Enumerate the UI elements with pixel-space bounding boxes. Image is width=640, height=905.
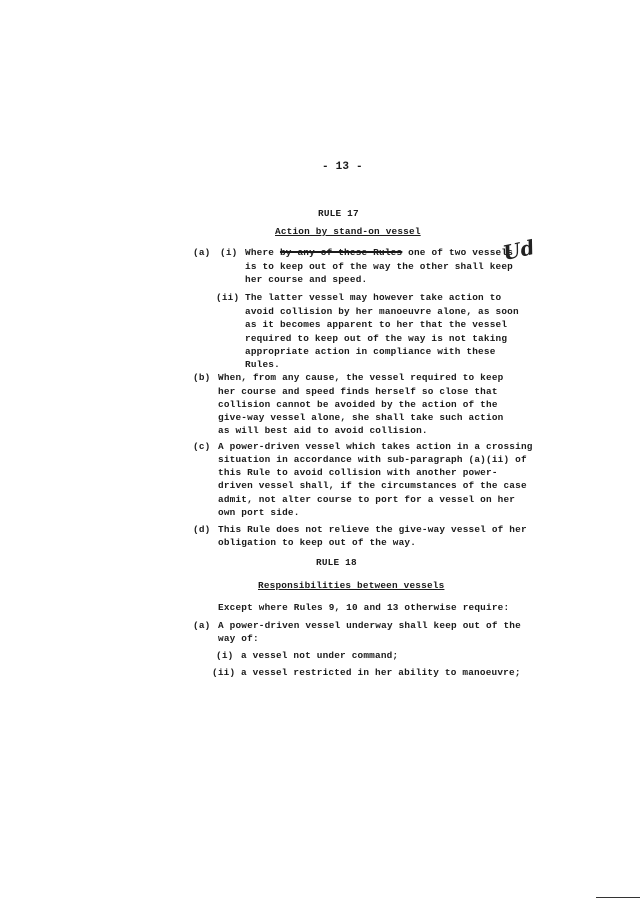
rule18-ii-text: a vessel restricted in her ability to manoeuvre; [241, 667, 521, 678]
rule17-a-ii-line: as it becomes apparent to her that the vessel [245, 319, 508, 330]
rule17-d-line: This Rule does not relieve the give-way vessel of her [218, 524, 527, 535]
struck-text: by any of these Rules [279, 247, 403, 258]
rule17-d-label: (d) [193, 524, 211, 535]
rule17-b-line: give-way vessel alone, she shall take such action [218, 412, 504, 423]
rule17-c-line: admit, not alter course to port for a vessel on her [218, 494, 516, 505]
rule17-c-line: A power-driven vessel which takes action in a crossing [218, 441, 533, 452]
rule18-ii-label: (ii) [212, 667, 236, 678]
rule17-d-line: obligation to keep out of the way. [218, 537, 417, 548]
rule17-b-line: collision cannot be avoided by the action of the [218, 399, 498, 410]
rule17-a-ii-label: (ii) [216, 292, 240, 303]
rule17-b-line: When, from any cause, the vessel required to keep [218, 372, 504, 383]
page-number: - 13 - [322, 161, 363, 173]
rule17-c-line: situation in accordance with sub-paragraph (a)(ii) of [218, 454, 527, 465]
rule17-c-line: own port side. [218, 507, 300, 518]
rule17-a-i-line2: is to keep out of the way the other shall keep [245, 261, 513, 272]
rule18-i-text: a vessel not under command; [241, 650, 399, 661]
rule17-c-line: driven vessel shall, if the circumstances of the case [218, 480, 527, 491]
rule18-a-line: way of: [218, 633, 259, 644]
where-word: Where [245, 247, 275, 258]
rule17-a-i-label: (i) [220, 247, 238, 258]
rule17-b-line: her course and speed finds herself so close that [218, 386, 498, 397]
rule17-c-label: (c) [193, 441, 211, 452]
rule17-b-label: (b) [193, 372, 211, 383]
rule17-b-line: as will best aid to avoid collision. [218, 425, 428, 436]
rule18-i-label: (i) [216, 650, 234, 661]
rule17-a-ii-line: Rules. [245, 359, 280, 370]
rule17-heading: RULE 17 [318, 208, 359, 219]
rule18-heading: RULE 18 [316, 557, 357, 568]
rule18-intro: Except where Rules 9, 10 and 13 otherwise require: [218, 602, 510, 613]
rule18-a-label: (a) [193, 620, 211, 631]
rule18-title: Responsibilities between vessels [258, 580, 445, 591]
rule17-a-i-line1 [245, 247, 513, 259]
a-i-rest: one of two vessels [408, 247, 514, 258]
rule17-a-ii-line: avoid collision by her manoeuvre alone, as soon [245, 306, 519, 317]
footer-rule [596, 897, 640, 898]
rule17-a-ii-line: The latter vessel may however take action to [245, 292, 502, 303]
rule17-a-label: (a) [193, 247, 211, 258]
rule17-a-ii-line: appropriate action in compliance with these [245, 346, 496, 357]
rule17-a-i-line3: her course and speed. [245, 274, 368, 285]
rule17-a-ii-line: required to keep out of the way is not taking [245, 333, 508, 344]
rule17-c-line: this Rule to avoid collision with another power- [218, 467, 498, 478]
rule17-title: Action by stand-on vessel [275, 226, 421, 237]
handwritten-initials: Ud [500, 234, 537, 266]
rule18-a-line: A power-driven vessel underway shall keep out of the [218, 620, 521, 631]
